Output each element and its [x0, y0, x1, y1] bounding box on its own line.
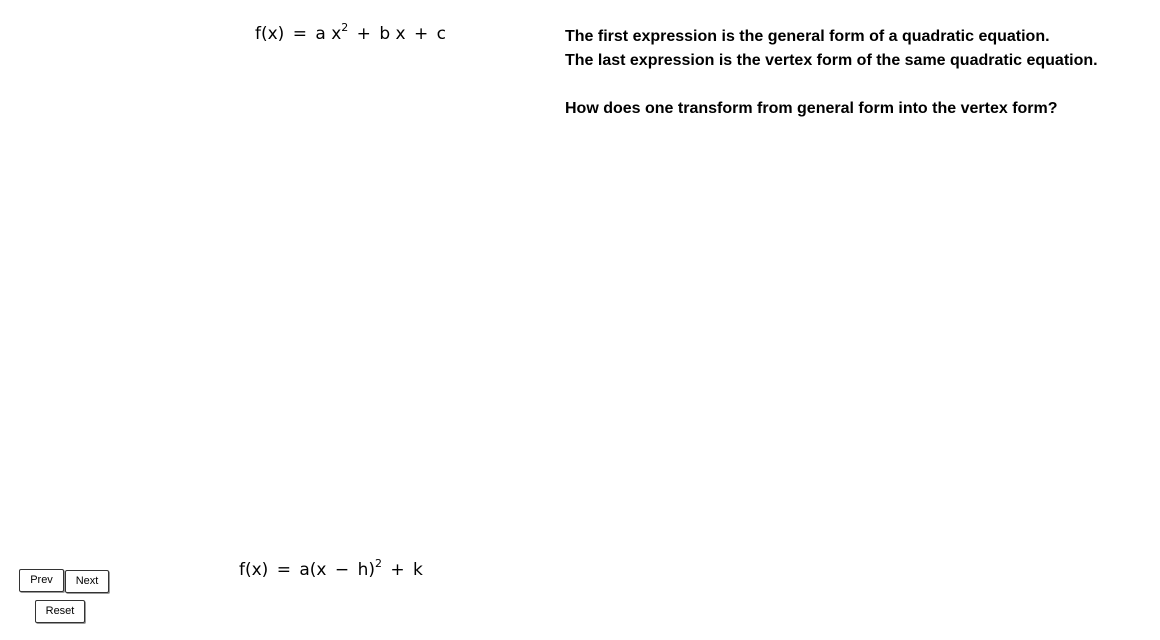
exponent: 2: [341, 21, 349, 34]
plus-sign: +: [414, 24, 429, 44]
coefficient-a-open: a(x: [299, 560, 327, 580]
equals-sign: =: [276, 560, 291, 580]
exponent: 2: [374, 557, 382, 570]
function-name: f(x): [239, 560, 269, 580]
spacer: [565, 73, 1145, 97]
coefficient-a: a: [315, 24, 326, 44]
function-name: f(x): [255, 24, 285, 44]
plus-sign: +: [356, 24, 371, 44]
question-text: How does one transform from general form into the vertex form?: [565, 100, 1058, 117]
equals-sign: =: [292, 24, 307, 44]
plus-sign: +: [390, 560, 405, 580]
reset-button[interactable]: Reset: [35, 600, 85, 623]
variable-x: x: [331, 24, 342, 44]
constant-c: c: [436, 24, 447, 44]
constant-k: k: [413, 560, 423, 580]
next-button[interactable]: Next: [65, 570, 109, 593]
general-form-equation[interactable]: [255, 21, 447, 46]
minus-sign: −: [334, 560, 350, 580]
prev-button[interactable]: Prev: [19, 569, 64, 592]
explanation-line-2: The last expression is the vertex form of the same quadratic equation.: [565, 52, 1098, 69]
vertex-form-equation[interactable]: [239, 557, 423, 582]
explanation-line-1: The first expression is the general form of a quadratic equation.: [565, 28, 1050, 45]
coefficient-b: b: [379, 24, 391, 44]
h-close: h): [357, 560, 375, 580]
variable-x: x: [395, 24, 406, 44]
explanation-text: [565, 25, 1145, 121]
